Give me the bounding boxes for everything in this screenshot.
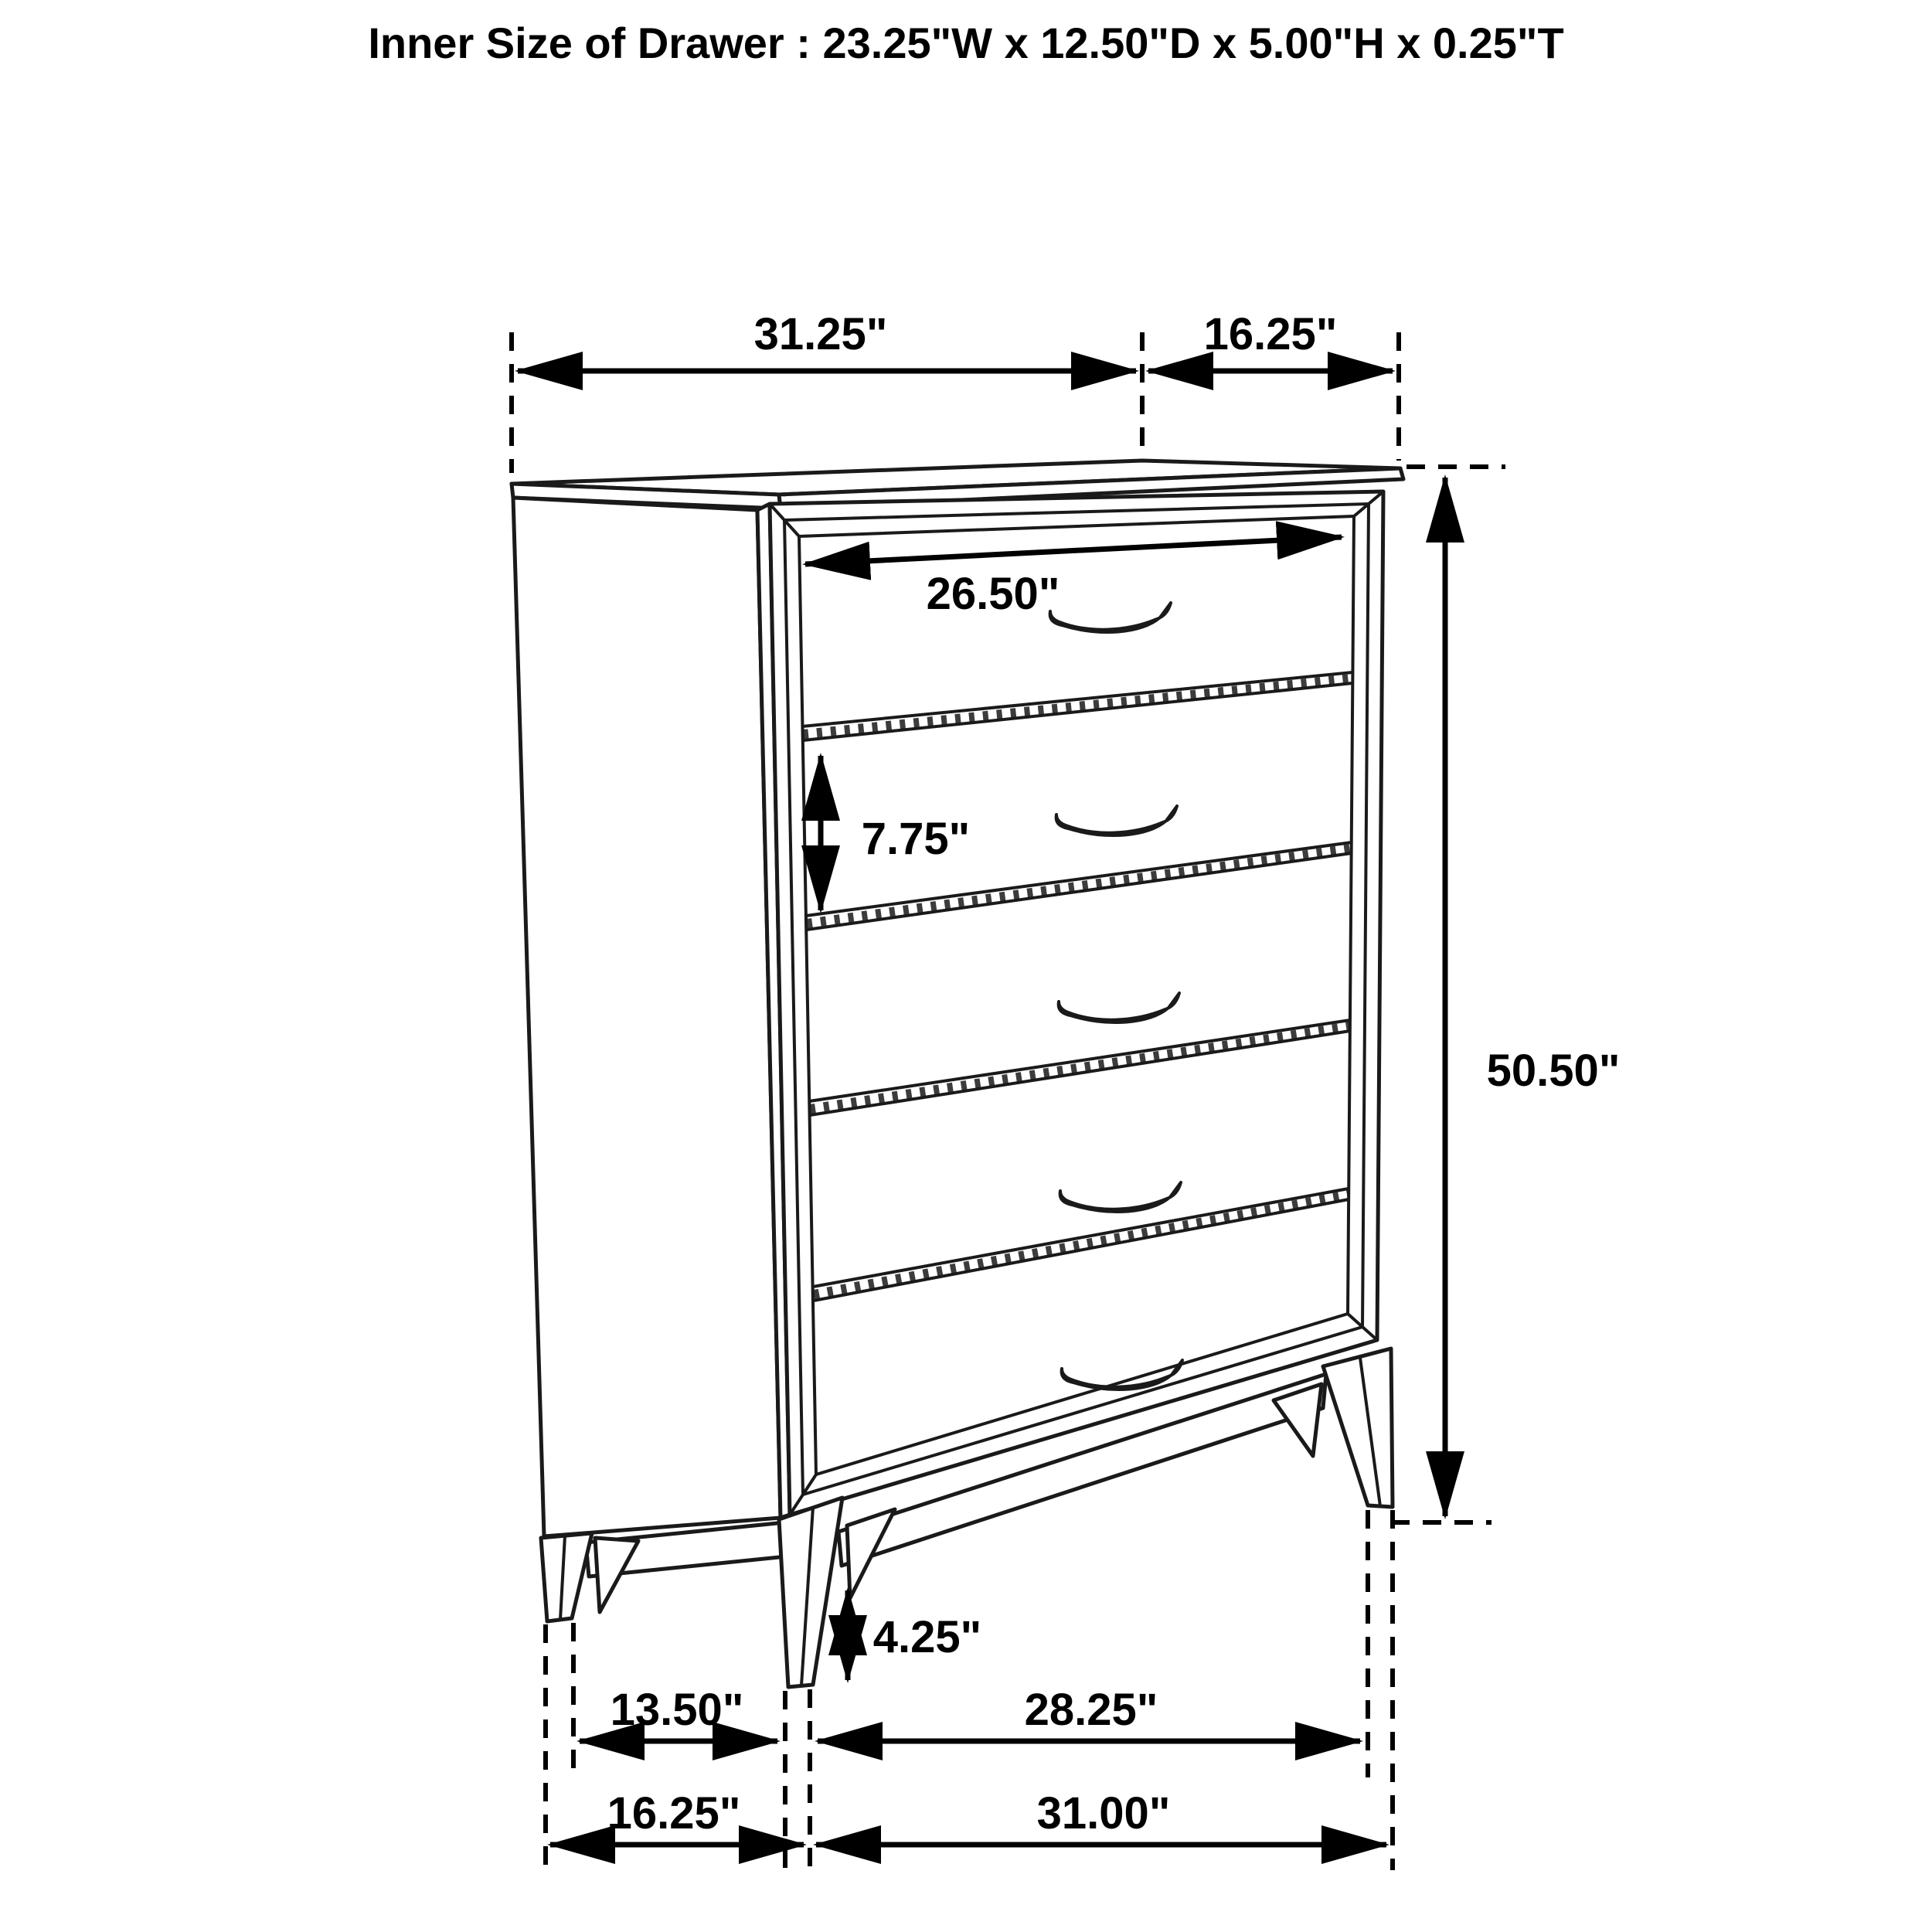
dim-footprint-depth	[550, 1788, 804, 1845]
dim-top-depth	[1148, 309, 1393, 371]
dim-overall-height-label: 50.50"	[1486, 1046, 1621, 1096]
dim-leg-height	[848, 1590, 981, 1680]
chest-side-panel	[513, 498, 781, 1536]
dim-leg-gap-depth-label: 13.50"	[610, 1685, 744, 1735]
chest-front-frame	[770, 492, 1383, 1515]
dim-leg-span-width	[818, 1685, 1360, 1741]
dim-leg-height-label: 4.25"	[872, 1612, 982, 1662]
dim-footprint-width	[816, 1788, 1386, 1845]
dim-footprint-width-label: 31.00"	[1036, 1788, 1171, 1838]
dim-top-depth-label: 16.25"	[1203, 309, 1338, 359]
dim-top-width-label: 31.25"	[753, 309, 888, 359]
dim-drawer-width-label: 26.50"	[926, 569, 1060, 619]
dim-leg-span-width-label: 28.25"	[1024, 1685, 1158, 1735]
dim-overall-height	[1445, 478, 1620, 1516]
diagram-title: Inner Size of Drawer : 23.25"W x 12.50"D x 5.00"H x 0.25"T	[368, 19, 1564, 67]
dim-drawer-height-label: 7.75"	[861, 814, 971, 864]
dim-top-width	[518, 309, 1136, 371]
leg-front-right	[1274, 1349, 1393, 1507]
dim-leg-gap-depth	[580, 1685, 777, 1741]
chest-drawing	[512, 461, 1403, 1687]
dim-footprint-depth-label: 16.25"	[607, 1788, 741, 1838]
